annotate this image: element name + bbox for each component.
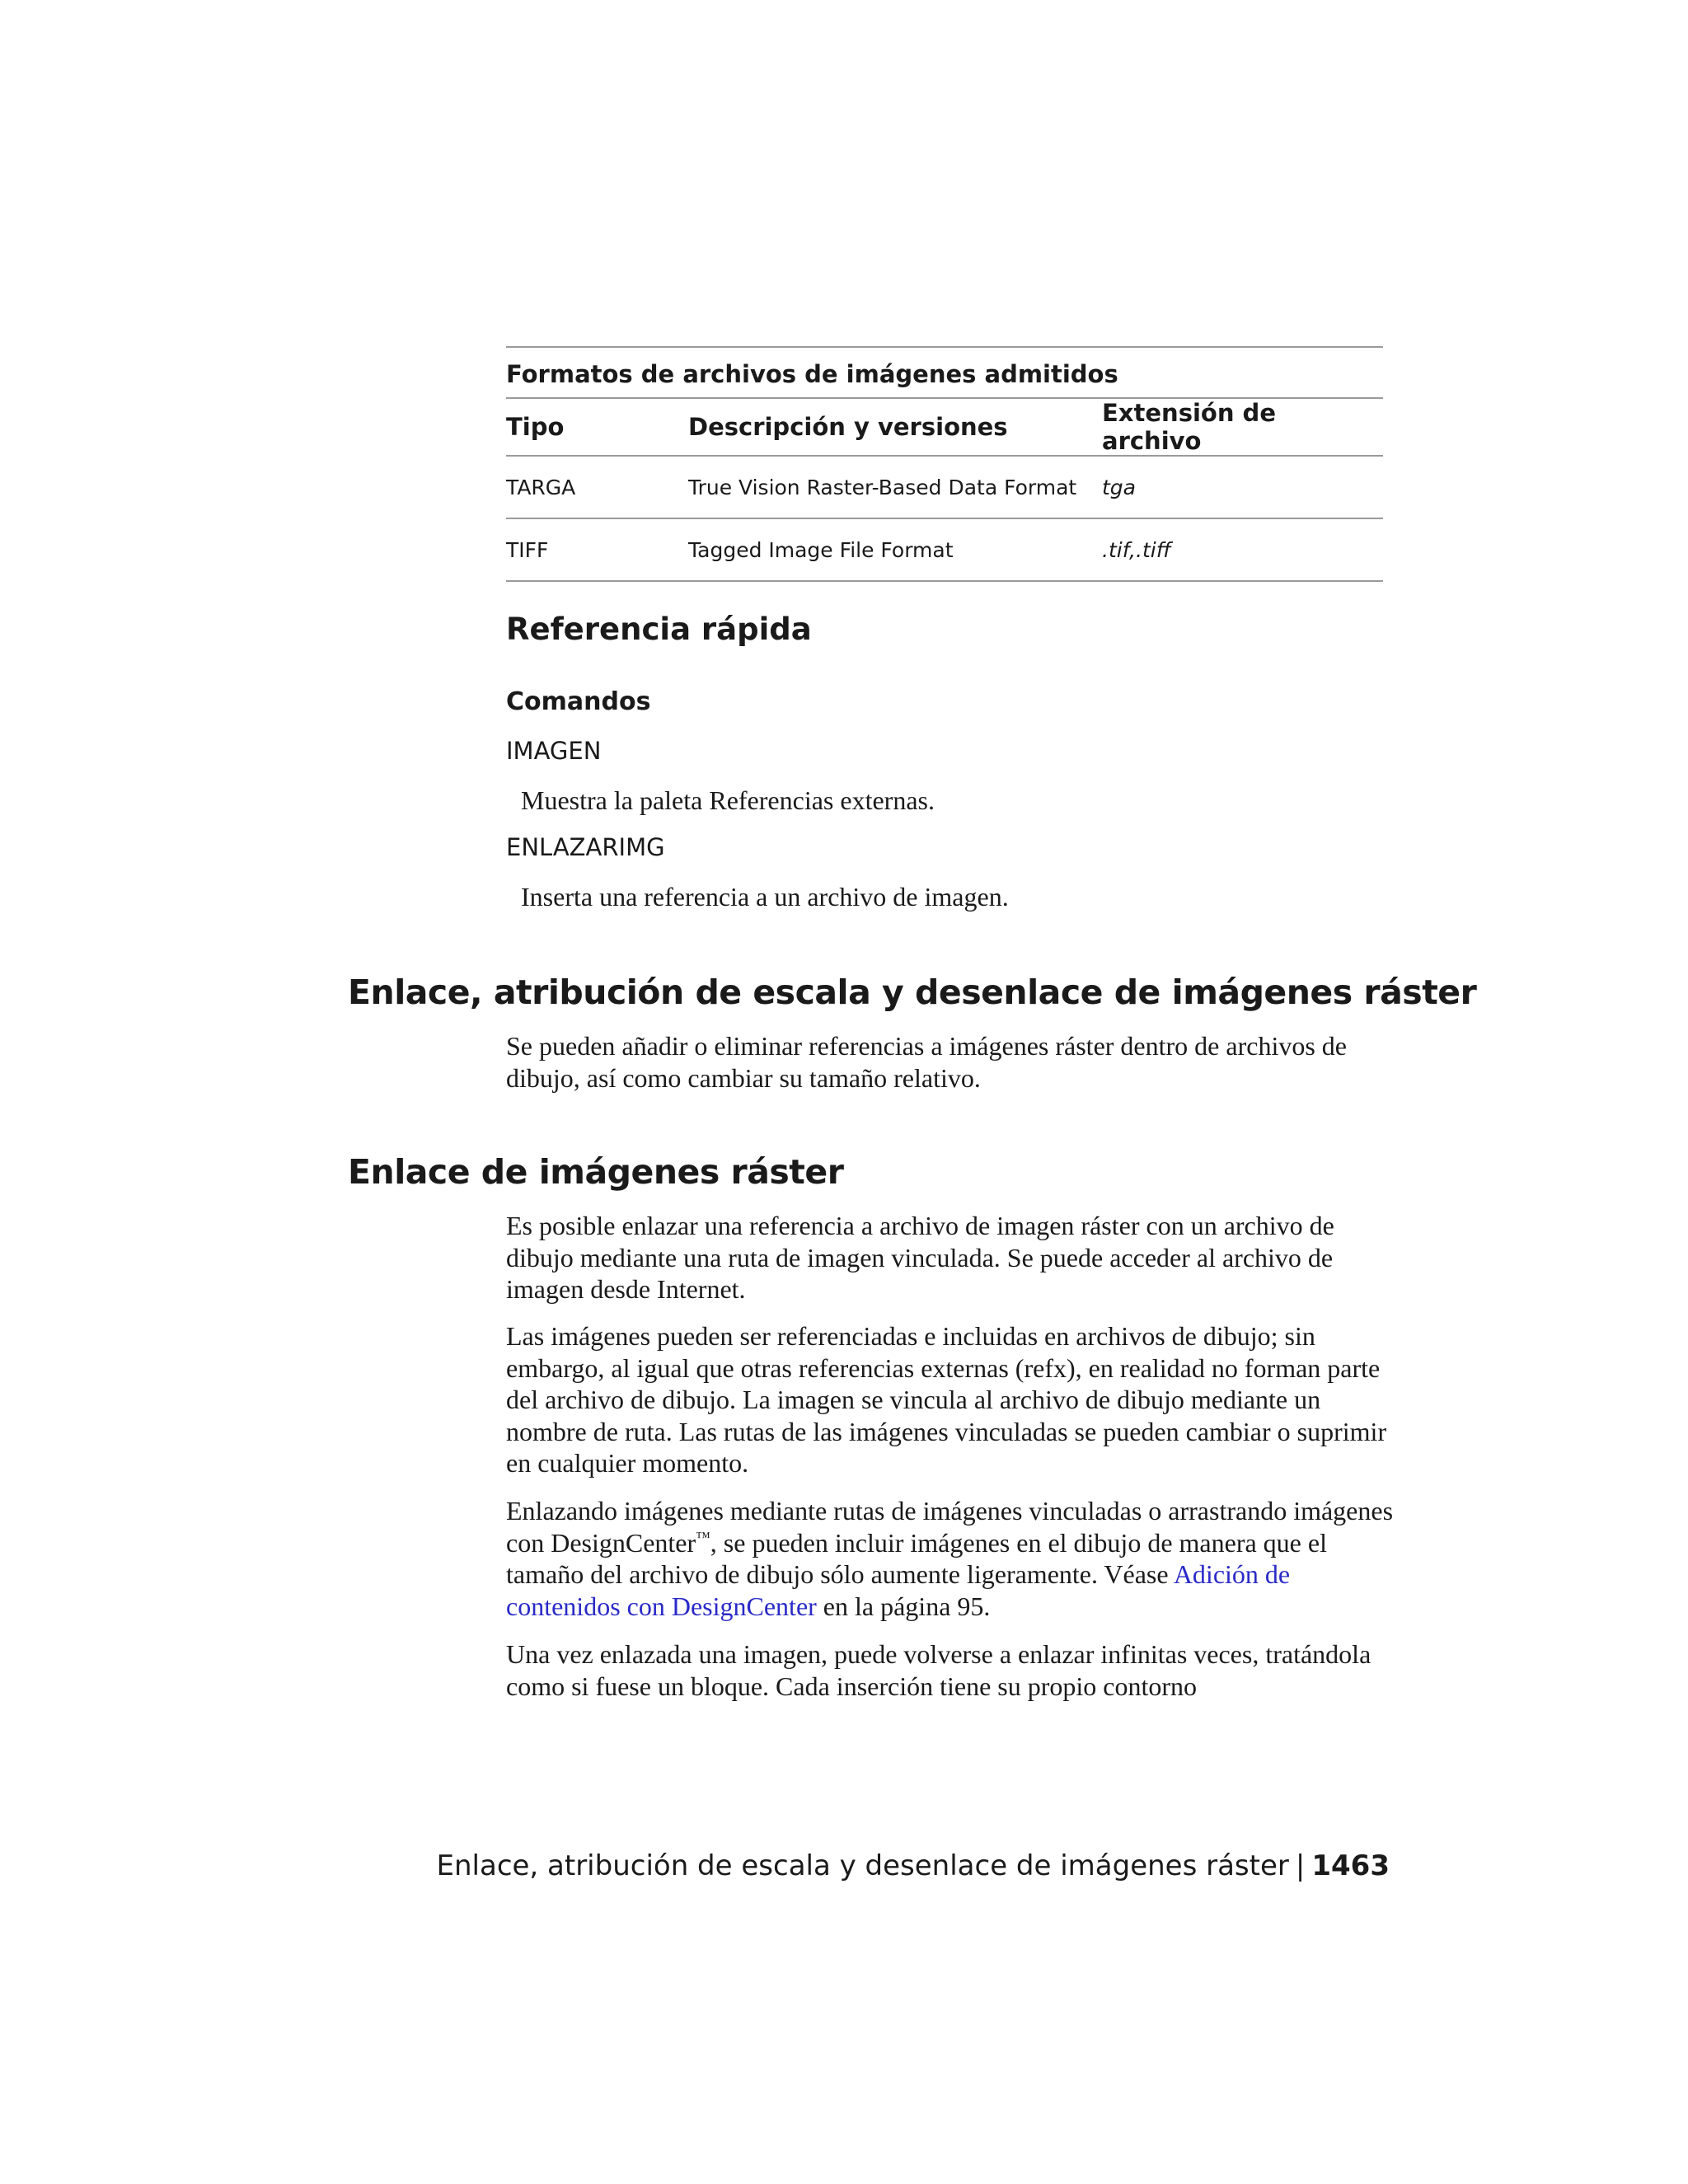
command-name-enlazarimg: ENLAZARIMG (506, 833, 665, 861)
table-cell-description: Tagged Image File Format (688, 518, 1102, 581)
table-row (506, 456, 1383, 518)
body-paragraph-4: Una vez enlazada una imagen, puede volverse a enlazar infinitas veces, tratándola como si fuese un bloque. Cada inserción tiene su propio contorno (506, 1639, 1372, 1701)
table-cell-extension: .tif,.tiff (1102, 518, 1383, 581)
table-cell-type: TIFF (506, 518, 688, 581)
body-paragraph-2: Las imágenes pueden ser referenciadas e incluidas en archivos de dibujo; sin embargo, al igual que otras referencias externas (refx), en realidad no forman parte del archivo de dibujo. La imagen se vincula al archivo de dibujo mediante un nombre de ruta. Las rutas de las imágenes vinculadas se pueden cambiar o suprimir en cualquier momento. (506, 1321, 1387, 1478)
table-header-row (506, 398, 1383, 456)
commands-heading: Comandos (506, 687, 651, 716)
command-description-imagen: Muestra la paleta Referencias externas. (521, 785, 935, 815)
table-cell-extension: tga (1102, 456, 1383, 518)
paragraph-3-text-c: en la página 95. (823, 1591, 991, 1621)
formats-table (506, 346, 1383, 582)
body-paragraph-1: Es posible enlazar una referencia a archivo de imagen ráster con un archivo de dibujo mediante una ruta de imagen vinculada. Se puede acceder al archivo de imagen desde Internet. (506, 1211, 1334, 1304)
paragraph-3-text-b: , se pueden incluir imágenes en el dibujo de manera que el tamaño del archivo de dibujo sólo aumente ligeramente. Véase (506, 1527, 1327, 1589)
table-header-extension: Extensión de archivo (1102, 398, 1383, 456)
trademark-symbol: ™ (696, 1528, 710, 1545)
designcenter-link[interactable]: Adición de contenidos con DesignCenter (506, 1559, 1291, 1621)
footer-running-title: Enlace, atribución de escala y desenlace de imágenes ráster (436, 1849, 1289, 1882)
section-intro-paragraph: Se pueden añadir o eliminar referencias a imágenes ráster dentro de archivos de dibujo, así como cambiar su tamaño relativo. (506, 1031, 1347, 1093)
table-cell-description: True Vision Raster-Based Data Format (688, 456, 1102, 518)
table-header-type: Tipo (506, 398, 688, 456)
page-number: 1463 (1311, 1849, 1390, 1882)
table-header-description: Descripción y versiones (688, 398, 1102, 456)
table-row (506, 518, 1383, 581)
section-heading-attach-scale-detach: Enlace, atribución de escala y desenlace de imágenes ráster (348, 972, 1477, 1012)
table-caption: Formatos de archivos de imágenes admitidos (506, 347, 1383, 398)
command-description-enlazarimg: Inserta una referencia a un archivo de imagen. (521, 882, 1009, 912)
paragraph-3-text-a: Enlazando imágenes mediante rutas de imágenes vinculadas o arrastrando imágenes con DesignCenter (506, 1496, 1394, 1558)
section-heading-attach-raster: Enlace de imágenes ráster (348, 1152, 844, 1192)
body-paragraph-3 (506, 1495, 1396, 1622)
command-name-imagen: IMAGEN (506, 737, 602, 765)
footer-separator: | (1295, 1849, 1306, 1882)
table-cell-type: TARGA (506, 456, 688, 518)
quick-reference-heading: Referencia rápida (506, 612, 812, 647)
page-footer (437, 1849, 1390, 1882)
